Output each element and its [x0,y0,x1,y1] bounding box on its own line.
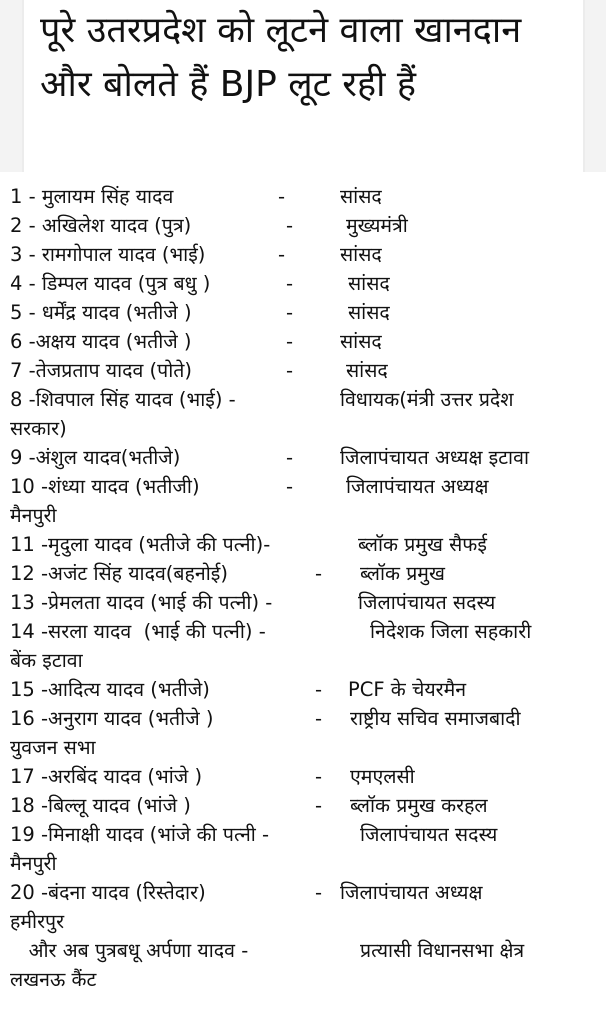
separator-dash: - [315,881,323,904]
member-role: जिलापंचायत सदस्य [358,591,496,614]
member-role: PCF के चेयरमैन [348,678,467,701]
member-role: सांसद [346,359,388,382]
member-name: 7 -तेजप्रताप यादव (पोते) [10,359,192,382]
member-name: और अब पुत्रबधू अर्पणा यादव - [10,939,249,962]
member-name: 4 - डिम्पल यादव (पुत्र बधु ) [10,272,211,295]
member-name: 13 -प्रेमलता यादव (भाई की पत्नी) - [10,591,273,614]
list-item [10,530,602,559]
list-item [10,298,602,327]
separator-dash: - [286,475,294,498]
family-list [10,182,602,994]
member-name: 17 -अरबिंद यादव (भांजे ) [10,765,203,788]
page-title: पूरे उतरप्रदेश को लूटने वाला खानदान और बोलते हैं BJP लूट रही हैं [40,10,522,105]
member-role: सांसद [340,243,382,266]
list-item [10,936,602,965]
separator-dash: - [286,272,294,295]
member-role: जिलापंचायत अध्यक्ष [346,475,489,498]
header-band [0,0,606,172]
list-item [10,762,602,791]
separator-dash: - [286,359,294,382]
list-item [10,588,602,617]
list-item [10,820,602,849]
member-name: 14 -सरला यादव (भाई की पत्नी) - [10,620,266,643]
member-role: राष्ट्रीय सचिव समाजबादी [350,707,521,730]
member-name: 3 - रामगोपाल यादव (भाई) [10,243,206,266]
role-continuation: हमीरपुर [10,910,65,933]
list-item [10,443,602,472]
member-name: 19 -मिनाक्षी यादव (भांजे की पत्नी - [10,823,270,846]
member-role: मुख्यमंत्री [346,214,408,237]
role-continuation: मैनपुरी [10,852,57,875]
separator-dash: - [315,562,323,585]
member-name: 20 -बंदना यादव (रिस्तेदार) [10,881,206,904]
member-name: 9 -अंशुल यादव(भतीजे) [10,446,181,469]
list-item [10,269,602,298]
member-role: ब्लॉक प्रमुख सैफई [358,533,487,556]
member-role: जिलापंचायत अध्यक्ष [340,881,483,904]
member-role: जिलापंचायत सदस्य [360,823,498,846]
separator-dash: - [315,765,323,788]
separator-dash: - [278,243,286,266]
separator-dash: - [286,330,294,353]
member-name: 11 -मृदुला यादव (भतीजे की पत्नी)- [10,533,271,556]
role-continuation: लखनऊ कैंट [10,968,97,991]
member-role: प्रत्यासी विधानसभा क्षेत्र [360,939,525,962]
list-item [10,327,602,356]
member-role: एमएलसी [350,765,415,788]
list-item [10,791,602,820]
member-role: ब्लॉक प्रमुख करहल [350,794,488,817]
separator-dash: - [315,794,323,817]
separator-dash: - [286,214,294,237]
list-item [10,211,602,240]
role-continuation: बेंक इटावा [10,649,83,672]
role-continuation: मैनपुरी [10,504,57,527]
member-role: ब्लॉक प्रमुख [360,562,445,585]
member-name: 6 -अक्षय यादव (भतीजे ) [10,330,192,353]
list-item [10,704,602,733]
list-item [10,472,602,501]
list-item [10,675,602,704]
list-item [10,617,602,646]
separator-dash: - [315,678,323,701]
member-name: 8 -शिवपाल सिंह यादव (भाई) - [10,388,236,411]
member-name: 10 -शंध्या यादव (भतीजी) [10,475,200,498]
member-name: 1 - मुलायम सिंह यादव [10,185,174,208]
member-role: सांसद [340,185,382,208]
member-name: 2 - अखिलेश यादव (पुत्र) [10,214,192,237]
list-item [10,240,602,269]
role-continuation: सरकार) [10,417,67,440]
member-name: 16 -अनुराग यादव (भतीजे ) [10,707,214,730]
member-role: सांसद [340,330,382,353]
member-name: 12 -अजंट सिंह यादव(बहनोई) [10,562,228,585]
role-continuation: युवजन सभा [10,736,96,759]
separator-dash: - [315,707,323,730]
member-role: सांसद [348,301,390,324]
list-item [10,356,602,385]
member-name: 18 -बिल्लू यादव (भांजे ) [10,794,191,817]
member-name: 5 - धर्मेंद्र यादव (भतीजे ) [10,301,192,324]
list-item [10,385,602,414]
member-role: निदेशक जिला सहकारी [370,620,532,643]
member-role: सांसद [348,272,390,295]
separator-dash: - [286,446,294,469]
member-role: जिलापंचायत अध्यक्ष इटावा [340,446,529,469]
separator-dash: - [278,185,286,208]
list-item [10,559,602,588]
member-name: 15 -आदित्य यादव (भतीजे) [10,678,210,701]
list-item [10,878,602,907]
list-item [10,182,602,211]
separator-dash: - [286,301,294,324]
member-role: विधायक(मंत्री उत्तर प्रदेश [340,388,514,411]
